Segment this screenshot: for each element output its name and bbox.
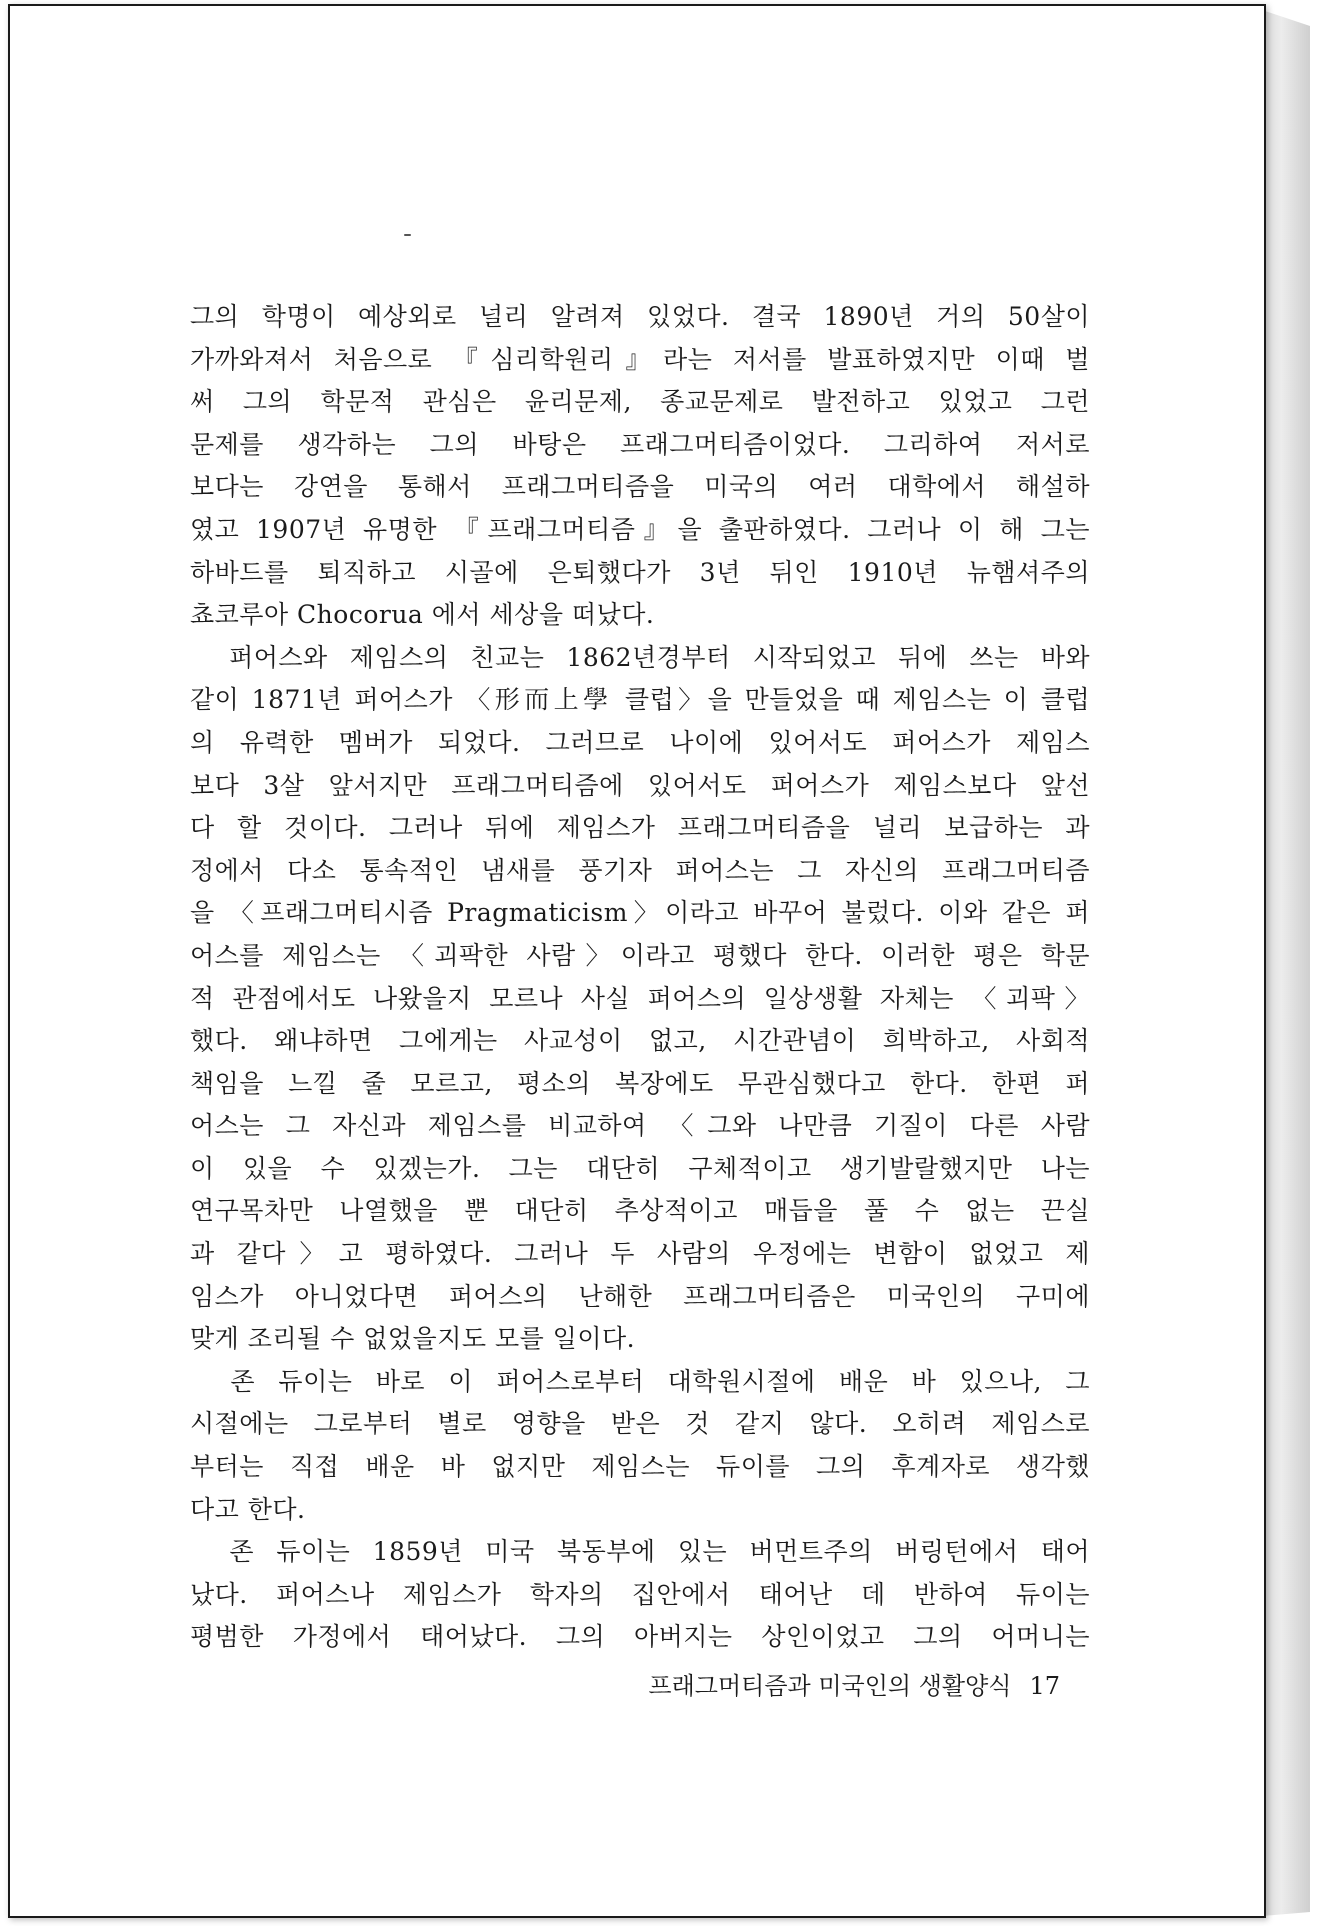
- text-line: 부터는 직접 배운 바 없지만 제임스는 듀이를 그의 후계자로 생각했: [190, 1452, 1090, 1482]
- text-line: 했다. 왜냐하면 그에게는 사교성이 없고, 시간관념이 희박하고, 사회적: [190, 1026, 1090, 1056]
- text-line: 문제를 생각하는 그의 바탕은 프래그머티즘이었다. 그리하여 저서로: [190, 429, 1090, 459]
- page-stack-edge: [1262, 10, 1310, 1916]
- text-line: 퍼어스와 제임스의 친교는 1862년경부터 시작되었고 뒤에 쓰는 바와: [190, 642, 1090, 672]
- text-line: 하바드를 퇴직하고 시골에 은퇴했다가 3년 뒤인 1910년 뉴햄셔주의: [190, 557, 1090, 587]
- text-line: 같이 1871년 퍼어스가 〈形而上學 클럽〉을 만들었을 때 제임스는 이 클럽: [190, 685, 1090, 715]
- text-line: 였고 1907년 유명한 『프래그머티즘』을 출판하였다. 그러나 이 해 그는: [190, 514, 1090, 544]
- text-line: 다 할 것이다. 그러나 뒤에 제임스가 프래그머티즘을 널리 보급하는 과: [190, 813, 1090, 843]
- text-line: 다고 한다.: [190, 1494, 306, 1524]
- text-line: 가까와져서 처음으로 『심리학원리』라는 저서를 발표하였지만 이때 벌: [190, 344, 1090, 374]
- text-line: 시절에는 그로부터 별로 영향을 받은 것 같지 않다. 오히려 제임스로: [190, 1409, 1090, 1439]
- text-line: 그의 학명이 예상외로 널리 알려져 있었다. 결국 1890년 거의 50살이: [190, 302, 1090, 331]
- text-line: 맞게 조리될 수 없었을지도 모를 일이다.: [190, 1324, 636, 1354]
- text-line: 책임을 느낄 줄 모르고, 평소의 복장에도 무관심했다고 한다. 한편 퍼: [190, 1068, 1090, 1098]
- text-line: 어스는 그 자신과 제임스를 비교하여 〈그와 나만큼 기질이 다른 사람: [190, 1111, 1090, 1141]
- page-number: 17: [1029, 1672, 1060, 1700]
- text-line: 연구목차만 나열했을 뿐 대단히 추상적이고 매듭을 풀 수 없는 끈실: [190, 1196, 1090, 1226]
- text-line: 을 〈프래그머티시즘 Pragmaticism〉이라고 바꾸어 불렀다. 이와 같은 퍼: [190, 898, 1090, 928]
- print-speck: [404, 234, 411, 236]
- body-text: [190, 296, 1090, 1659]
- text-line: 존 듀이는 바로 이 퍼어스로부터 대학원시절에 배운 바 있으나, 그: [190, 1366, 1090, 1396]
- text-line: 과 같다〉고 평하였다. 그러나 두 사람의 우정에는 변함이 없었고 제: [190, 1239, 1090, 1269]
- text-line: 이 있을 수 있겠는가. 그는 대단히 구체적이고 생기발랄했지만 나는: [190, 1153, 1090, 1183]
- page-footer: [620, 1666, 1060, 1701]
- running-title: 프래그머티즘과 미국인의 생활양식: [648, 1672, 1012, 1700]
- text-line: 보다는 강연을 통해서 프래그머티즘을 미국의 여러 대학에서 해설하: [190, 472, 1090, 502]
- text-line: 임스가 아니었다면 퍼어스의 난해한 프래그머티즘은 미국인의 구미에: [190, 1281, 1090, 1311]
- text-line: 평범한 가정에서 태어났다. 그의 아버지는 상인이었고 그의 어머니는: [190, 1622, 1090, 1652]
- text-line: 존 듀이는 1859년 미국 북동부에 있는 버먼트주의 버링턴에서 태어: [190, 1537, 1090, 1567]
- text-line: 어스를 제임스는 〈괴팍한 사람〉이라고 평했다 한다. 이러한 평은 학문: [190, 940, 1090, 970]
- text-line: 의 유력한 멤버가 되었다. 그러므로 나이에 있어서도 퍼어스가 제임스: [190, 727, 1090, 757]
- text-line: 써 그의 학문적 관심은 윤리문제, 종교문제로 발전하고 있었고 그런: [190, 387, 1090, 417]
- text-line: 적 관점에서도 나왔을지 모르나 사실 퍼어스의 일상생활 자체는 〈괴팍〉: [190, 983, 1090, 1013]
- text-line: 났다. 퍼어스나 제임스가 학자의 집안에서 태어난 데 반하여 듀이는: [190, 1579, 1090, 1609]
- text-line: 쵸코루아 Chocorua 에서 세상을 떠났다.: [190, 600, 655, 630]
- text-line: 정에서 다소 통속적인 냄새를 풍기자 퍼어스는 그 자신의 프래그머티즘: [190, 855, 1090, 885]
- text-line: 보다 3살 앞서지만 프래그머티즘에 있어서도 퍼어스가 제임스보다 앞선: [190, 770, 1090, 800]
